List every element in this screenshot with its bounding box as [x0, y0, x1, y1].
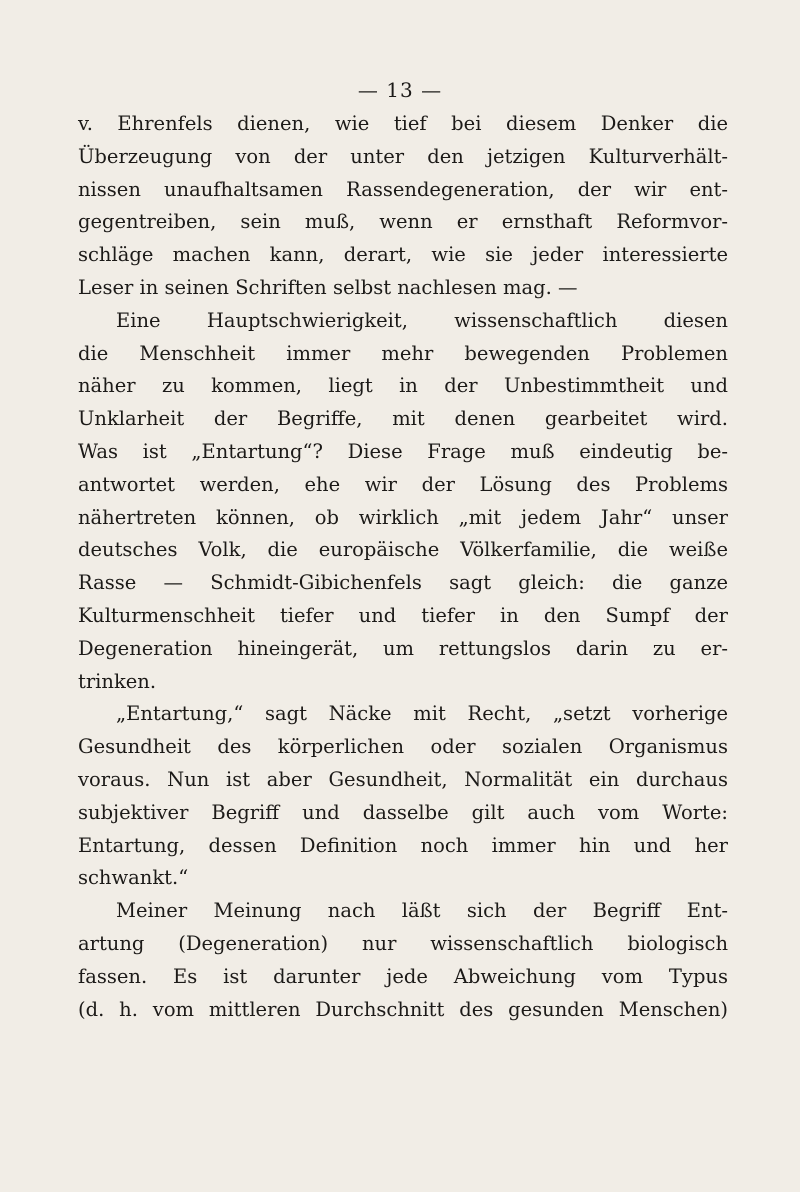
text-line: Leser in seinen Schriften selbst nachlesen mag. —	[78, 275, 578, 299]
text-line: Unklarheit der Begriffe, mit denen gearbeitet wird.	[78, 407, 728, 431]
text-line: Überzeugung von der unter den jetzigen Kulturverhält-	[78, 144, 728, 168]
text-line: (d. h. vom mittleren Durchschnitt des gesunden Menschen)	[78, 997, 728, 1021]
text-line: voraus. Nun ist aber Gesundheit, Normalität ein durchaus	[78, 767, 728, 791]
text-line: Gesundheit des körperlichen oder sozialen Organismus	[78, 735, 728, 759]
text-line: Meiner Meinung nach läßt sich der Begriff Ent-	[116, 899, 728, 923]
text-line: gegentreiben, sein muß, wenn er ernsthaft Reformvor-	[78, 210, 728, 234]
text-line: nähertreten können, ob wirklich „mit jedem Jahr“ unser	[78, 505, 728, 529]
text-line: Degeneration hineingerät, um rettungslos darin zu er-	[78, 636, 728, 660]
text-line: Was ist „Entartung“? Diese Frage muß eindeutig be-	[78, 439, 728, 463]
text-line: Entartung, dessen Definition noch immer hin und her	[78, 833, 728, 857]
text-line: antwortet werden, ehe wir der Lösung des Problems	[78, 472, 728, 496]
text-line: fassen. Es ist darunter jede Abweichung vom Typus	[78, 964, 728, 988]
page-number: — 13 —	[357, 78, 443, 102]
text-line: nissen unaufhaltsamen Rassendegeneration, der wir ent-	[78, 177, 728, 201]
text-line: schläge machen kann, derart, wie sie jeder interessierte	[78, 243, 728, 267]
text-line: Kulturmenschheit tiefer und tiefer in den Sumpf der	[78, 603, 728, 627]
text-line: subjektiver Begriff und dasselbe gilt auch vom Worte:	[78, 800, 728, 824]
text-line: näher zu kommen, liegt in der Unbestimmtheit und	[78, 374, 728, 398]
text-line: Rasse — Schmidt-Gibichenfels sagt gleich: die ganze	[78, 571, 728, 595]
text-line: deutsches Volk, die europäische Völkerfamilie, die weiße	[78, 538, 728, 562]
text-line: „Entartung,“ sagt Näcke mit Recht, „setzt vorherige	[116, 702, 728, 726]
body-text	[78, 108, 728, 1026]
text-line: artung (Degeneration) nur wissenschaftlich biologisch	[78, 931, 728, 955]
text-line: schwankt.“	[78, 866, 189, 890]
text-line: trinken.	[78, 669, 157, 693]
text-line: v. Ehrenfels dienen, wie tief bei diesem Denker die	[78, 112, 728, 135]
text-line: die Menschheit immer mehr bewegenden Problemen	[78, 341, 728, 365]
text-line: Eine Hauptschwierigkeit, wissenschaftlich diesen	[116, 308, 728, 332]
